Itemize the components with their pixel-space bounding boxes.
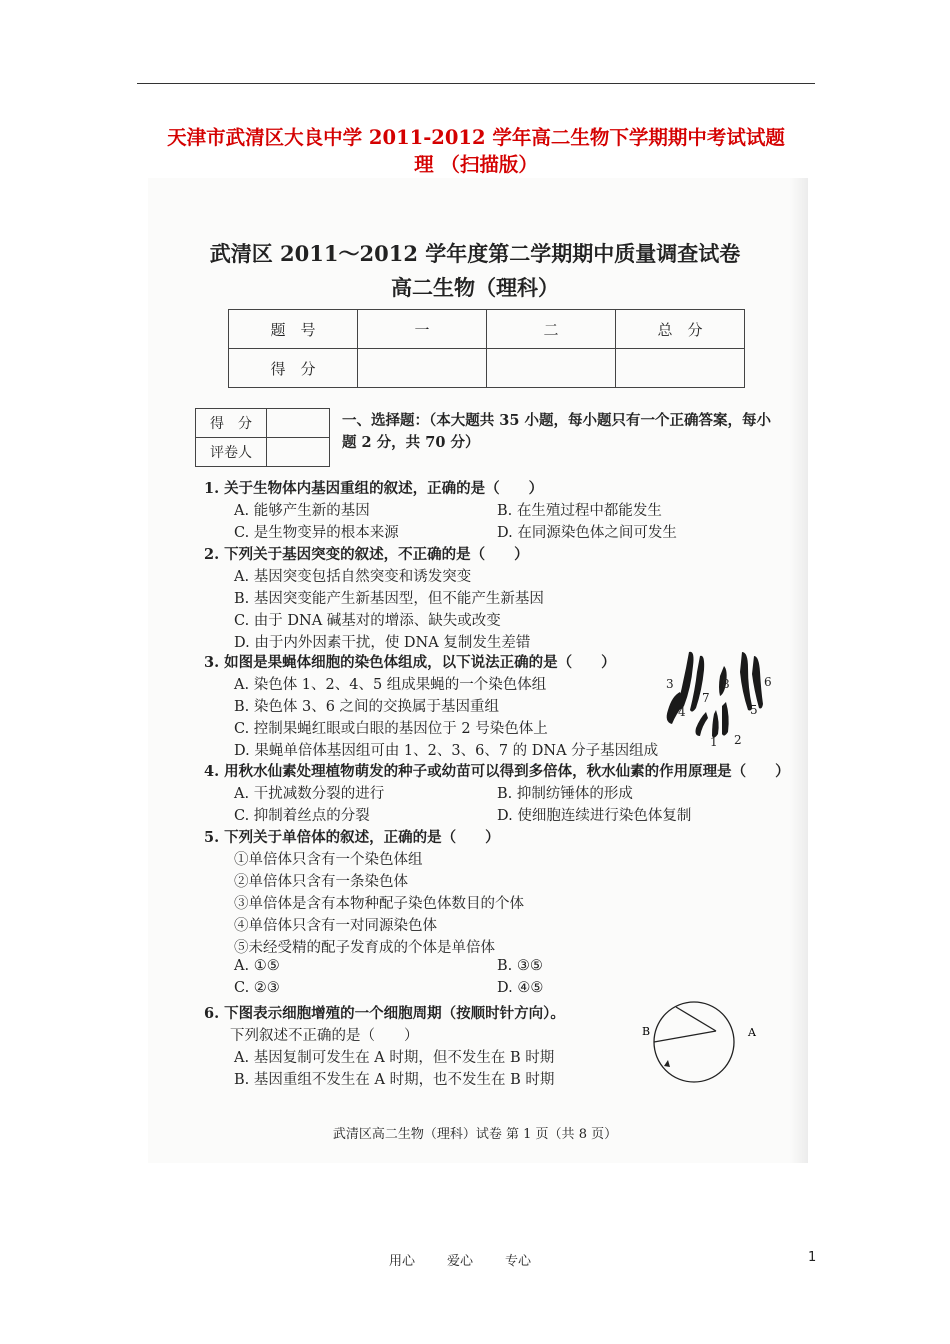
option: D. 使细胞连续进行染色体复制 (497, 808, 692, 824)
figure-label: 8 (722, 677, 730, 691)
option: A. 干扰减数分裂的进行 (234, 786, 385, 802)
page-title-line-1: 天津市武清区大良中学 2011-2012 学年高二生物下学期期中考试试题 (167, 126, 785, 149)
exam-subtitle: 高二生物（理科） (391, 275, 559, 300)
header-rule (137, 83, 815, 84)
score-cell (487, 349, 616, 388)
section-heading: 一、选择题：（本大题共 35 小题，每小题只有一个正确答案，每小题 2 分，共 70 分） (342, 412, 772, 451)
score-table-header-row (229, 310, 745, 349)
figure-label-b: B (642, 1025, 651, 1038)
option: C. 是生物变异的根本来源 (234, 525, 399, 541)
option: B. 基因重组不发生在 A 时期，也不发生在 B 时期 (234, 1072, 555, 1088)
option: D. 果蝇单倍体基因组可由 1、2、3、6、7 的 DNA 分子基因组成 (234, 743, 659, 759)
figure-label: 2 (734, 733, 742, 747)
chromosome-figure (662, 648, 778, 748)
option: B. 染色体 3、6 之间的交换属于基因重组 (234, 699, 500, 715)
question-stem: 4. 用秋水仙素处理植物萌发的种子或幼苗可以得到多倍体，秋水仙素的作用原理是（ ） (204, 763, 790, 780)
chromosome (712, 710, 719, 738)
score-cell (616, 349, 745, 388)
grader-name-cell (267, 438, 330, 467)
footer-motto: 用心 (389, 1254, 416, 1269)
question-stem: 1. 关于生物体内基因重组的叙述，正确的是（ ） (204, 480, 544, 497)
score-header-cell: 二 (487, 310, 616, 349)
figure-label: 1 (710, 735, 718, 748)
option: B. 抑制纺锤体的形成 (497, 786, 633, 802)
phase-divider (654, 1031, 716, 1042)
grader-box (195, 408, 330, 467)
option: B. ③⑤ (497, 958, 543, 974)
phase-divider (676, 1007, 716, 1031)
figure-label: 6 (764, 675, 772, 689)
option: C. ②③ (234, 980, 280, 996)
score-table (228, 309, 745, 388)
option: C. 由于 DNA 碱基对的增添、缺失或改变 (234, 613, 501, 629)
question-stem: 2. 下列关于基因突变的叙述，不正确的是（ ） (204, 546, 529, 563)
option: C. 抑制着丝点的分裂 (234, 808, 370, 824)
statement: ⑤未经受精的配子发育成的个体是单倍体 (234, 940, 495, 956)
statement: ②单倍体只含有一条染色体 (234, 874, 408, 890)
score-header-cell: 题 号 (229, 310, 358, 349)
figure-label: 4 (678, 705, 686, 719)
chromosome (740, 652, 752, 711)
statement: ③单倍体是含有本物种配子染色体数目的个体 (234, 896, 524, 912)
clockwise-arrow-icon (664, 1060, 670, 1067)
option: A. 能够产生新的基因 (234, 503, 370, 519)
option: D. 由于内外因素干扰，使 DNA 复制发生差错 (234, 635, 531, 651)
question-stem: 5. 下列关于单倍体的叙述，正确的是（ ） (204, 829, 500, 846)
statement: ④单倍体只含有一对同源染色体 (234, 918, 437, 934)
chromosome (722, 702, 729, 736)
option: B. 在生殖过程中都能发生 (497, 503, 662, 519)
option: B. 基因突变能产生新基因型，但不能产生新基因 (234, 591, 544, 607)
cell-cycle-figure (624, 1000, 764, 1084)
score-row-label: 得 分 (229, 349, 358, 388)
option: A. 染色体 1、2、4、5 组成果蝇的一个染色体组 (234, 677, 547, 693)
option: A. 基因复制可发生在 A 时期，但不发生在 B 时期 (234, 1050, 555, 1066)
figure-label: 7 (702, 691, 710, 705)
question-stem: 6. 下图表示细胞增殖的一个细胞周期（按顺时针方向）。 (204, 1005, 565, 1022)
option: D. 在同源染色体之间可发生 (497, 525, 677, 541)
question-stem: 3. 如图是果蝇体细胞的染色体组成，以下说法正确的是（ ） (204, 654, 616, 671)
score-cell (358, 349, 487, 388)
score-table-score-row (229, 349, 745, 388)
footer-motto: 爱心 (447, 1254, 474, 1269)
chromosomes (667, 652, 763, 738)
figure-label: 3 (666, 677, 674, 691)
exam-title: 武清区 2011～2012 学年度第二学期期中质量调查试卷 (209, 241, 741, 266)
scan-page-edge (790, 178, 808, 1163)
grader-name-label: 评卷人 (196, 438, 267, 467)
page-title-line-2: 理 （扫描版） (414, 153, 538, 176)
figure-label-a: A (748, 1026, 756, 1039)
option: A. 基因突变包括自然突变和诱发突变 (234, 569, 472, 585)
question-stem-continued: 下列叙述不正确的是（ ） (230, 1028, 419, 1044)
option: D. ④⑤ (497, 980, 544, 996)
statement: ①单倍体只含有一个染色体组 (234, 852, 423, 868)
grader-score-cell (267, 409, 330, 438)
score-header-cell: 一 (358, 310, 487, 349)
figure-label: 5 (750, 703, 758, 717)
cell-cycle-circle (654, 1002, 734, 1082)
page-number: 1 (808, 1250, 817, 1265)
option: C. 控制果蝇红眼或白眼的基因位于 2 号染色体上 (234, 721, 548, 737)
chromosome (752, 656, 763, 709)
grader-score-label: 得 分 (196, 409, 267, 438)
score-header-cell: 总 分 (616, 310, 745, 349)
scan-footer: 武清区高二生物（理科）试卷 第 1 页（共 8 页） (332, 1127, 618, 1142)
option: A. ①⑤ (234, 958, 280, 974)
page-title (137, 124, 815, 178)
chromosome (696, 712, 709, 736)
footer-motto: 专心 (505, 1254, 532, 1269)
